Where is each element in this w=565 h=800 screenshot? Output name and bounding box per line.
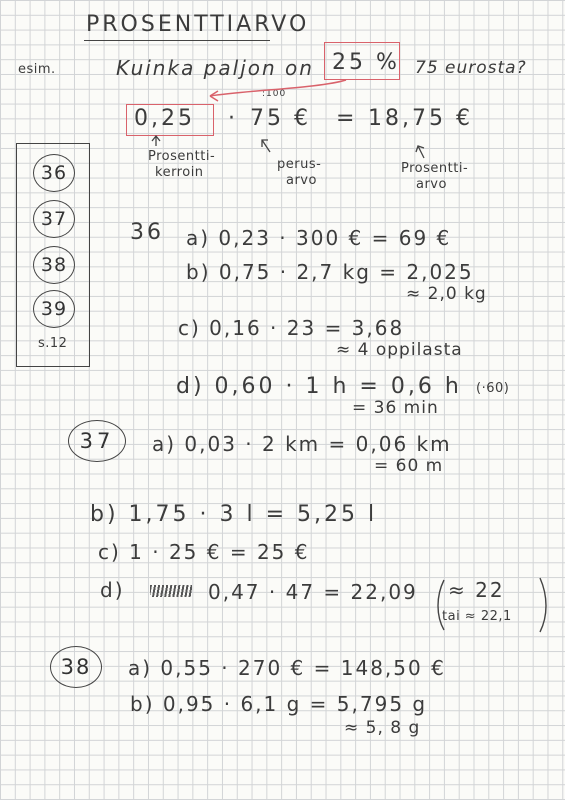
exercise-list-item: 38 bbox=[33, 246, 75, 284]
exercise-list-page: s.12 bbox=[38, 336, 68, 351]
exercise-38-a: a) 0,55 · 270 € = 148,50 € bbox=[128, 656, 446, 680]
formula-base: 75 € bbox=[250, 106, 311, 131]
scribble-mark bbox=[150, 585, 192, 597]
label-base-line1: perus- bbox=[277, 157, 322, 172]
exercise-36-d: d) 0,60 · 1 h = 0,6 h bbox=[176, 374, 462, 399]
exercise-36-c: c) 0,16 · 23 = 3,68 bbox=[178, 316, 405, 340]
formula-dot: · bbox=[228, 106, 238, 131]
exercise-37-d-approx2: tai ≈ 22,1 bbox=[442, 609, 512, 624]
exercise-38-b-approx: ≈ 5, 8 g bbox=[344, 718, 421, 738]
label-factor-line2: kerroin bbox=[155, 165, 204, 180]
label-result-line1: Prosentti- bbox=[401, 161, 469, 176]
formula-result: 18,75 € bbox=[368, 106, 473, 131]
formula-factor: 0,25 bbox=[134, 106, 195, 131]
exercise-37-d-label: d) bbox=[100, 578, 125, 602]
exercise-36-a: a) 0,23 · 300 € = 69 € bbox=[186, 226, 452, 250]
exercise-36-d-note: (·60) bbox=[476, 381, 510, 396]
exercise-36-d-result: = 36 min bbox=[352, 398, 439, 418]
exercise-37-a-result: = 60 m bbox=[374, 456, 444, 476]
exercise-list-item: 37 bbox=[33, 200, 75, 238]
label-base-line2: arvo bbox=[286, 173, 317, 188]
exercise-37-a: a) 0,03 · 2 km = 0,06 km bbox=[152, 432, 452, 456]
exercise-list-item: 39 bbox=[33, 290, 75, 328]
exercise-37-d-approx1: ≈ 22 bbox=[448, 578, 505, 602]
exercise-37-circle: 37 bbox=[68, 420, 126, 462]
formula-equals: = bbox=[336, 106, 358, 131]
page-title: PROSENTTIARVO bbox=[86, 12, 310, 37]
exercise-38-circle: 38 bbox=[50, 646, 102, 688]
exercise-37-d: 0,47 · 47 = 22,09 bbox=[208, 580, 418, 604]
title-underline bbox=[84, 40, 270, 41]
exercise-36-b-approx: ≈ 2,0 kg bbox=[406, 284, 487, 304]
example-question-end: 75 eurosta? bbox=[415, 58, 527, 78]
label-result-line2: arvo bbox=[416, 177, 447, 192]
example-question-start: Kuinka paljon on bbox=[116, 56, 314, 80]
exercise-37-c: c) 1 · 25 € = 25 € bbox=[98, 540, 310, 564]
exercise-36-c-approx: ≈ 4 oppilasta bbox=[336, 340, 463, 360]
divide-note: :100 bbox=[262, 89, 287, 99]
example-label: esim. bbox=[18, 62, 56, 77]
exercise-list-item: 36 bbox=[33, 154, 75, 192]
exercise-37-b: b) 1,75 · 3 l = 5,25 l bbox=[90, 502, 378, 527]
label-factor-line1: Prosentti- bbox=[148, 149, 216, 164]
exercise-38-b: b) 0,95 · 6,1 g = 5,795 g bbox=[130, 692, 428, 716]
exercise-36-b: b) 0,75 · 2,7 kg = 2,025 bbox=[186, 260, 474, 284]
example-percent: 25 % bbox=[332, 50, 400, 75]
exercise-36-number: 36 bbox=[130, 220, 164, 245]
